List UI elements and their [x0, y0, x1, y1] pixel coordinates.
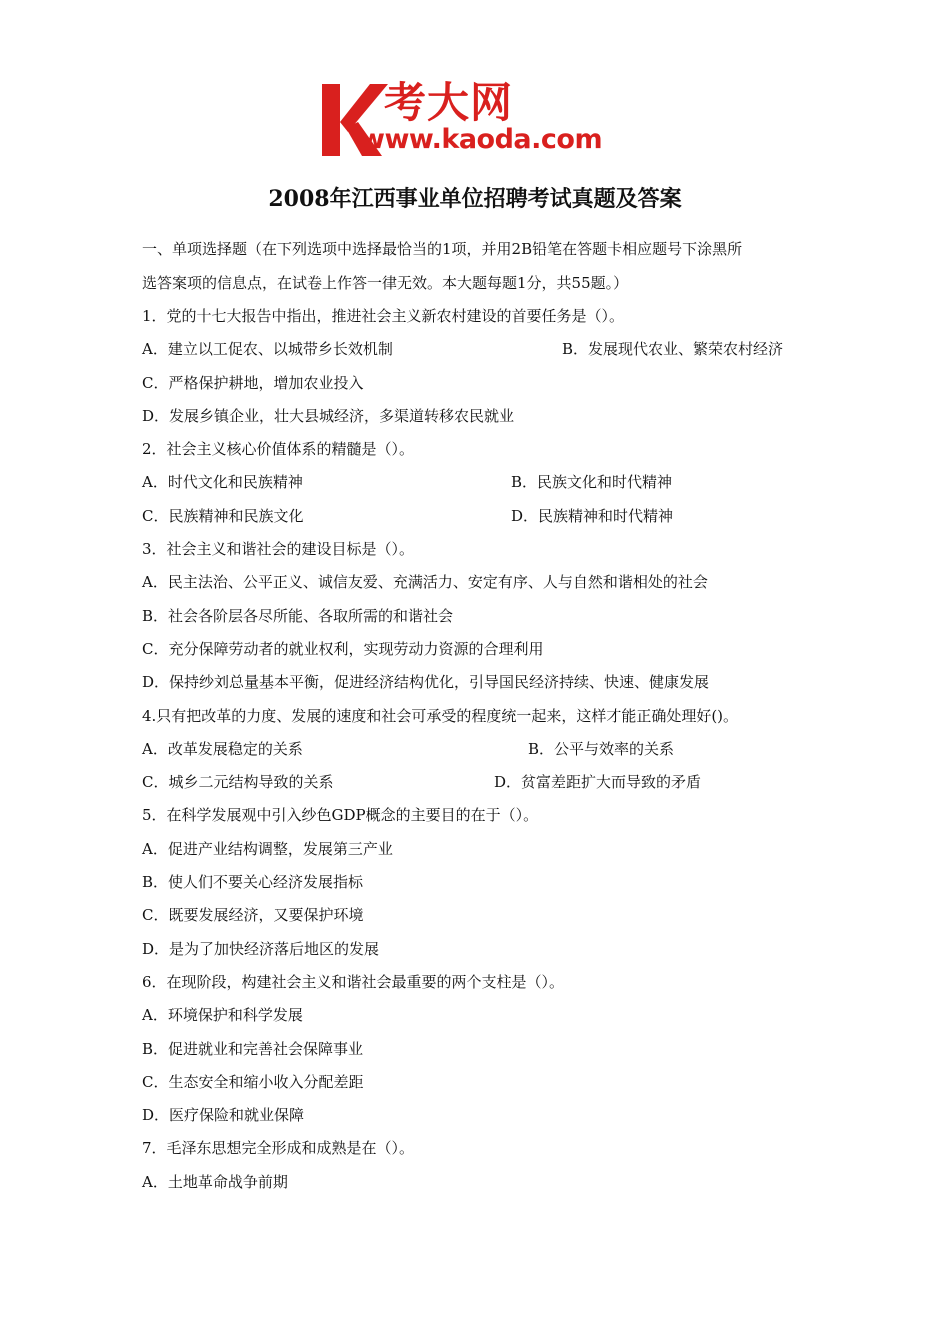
option-a: A．土地革命战争前期 — [142, 1172, 288, 1191]
option-d: D．保持纱刘总量基本平衡，促进经济结构优化，引导国民经济持续、快速、健康发展 — [142, 673, 710, 692]
option-b: B．社会各阶层各尽所能、各取所需的和谐社会 — [142, 606, 454, 625]
question-stem: 2．社会主义核心价值体系的精髓是（）。 — [142, 440, 415, 459]
option-row — [142, 766, 822, 799]
option-d: D．民族精神和时代精神 — [511, 506, 674, 525]
option-c: C．既要发展经济，又要保护环境 — [142, 906, 364, 925]
question-stem: 1．党的十七大报告中指出，推进社会主义新农村建设的首要任务是（）。 — [142, 307, 625, 325]
option-b: B．促进就业和完善社会保障事业 — [142, 1039, 364, 1058]
option-c: C．民族精神和民族文化 — [142, 506, 304, 525]
option-row — [142, 466, 822, 499]
option-c: C．城乡二元结构导致的关系 — [142, 773, 334, 792]
option-b: B．发展现代农业、繁荣农村经济 — [562, 340, 784, 359]
option-row — [142, 333, 822, 366]
option-a: A．改革发展稳定的关系 — [142, 739, 303, 758]
question-stem: 6．在现阶段，构建社会主义和谐社会最重要的两个支柱是（）。 — [142, 972, 565, 991]
option-d: D．贫富差距扩大而导致的矛盾 — [494, 773, 702, 792]
option-a: A．建立以工促农、以城带乡长效机制 — [142, 340, 393, 359]
option-b: B．公平与效率的关系 — [528, 739, 675, 758]
option-c: C．充分保障劳动者的就业权利，实现劳动力资源的合理利用 — [142, 639, 544, 658]
section-heading-line-1: 一、单项选择题（在下列选项中选择最恰当的1项，并用2B铅笔在答题卡相应题号下涂黑所 — [142, 240, 743, 258]
exam-content — [142, 232, 822, 1199]
option-a: A．环境保护和科学发展 — [142, 1006, 303, 1025]
section-heading-line-2: 选答案项的信息点，在试卷上作答一律无效。本大题每题1分，共55题。） — [142, 274, 629, 292]
logo-brand-url: www.kaoda.com — [360, 124, 603, 155]
option-a: A．民主法治、公平正义、诚信友爱、充满活力、安定有序、人与自然和谐相处的社会 — [142, 573, 708, 592]
kaoda-logo[interactable] — [318, 78, 640, 160]
option-a: A．促进产业结构调整，发展第三产业 — [142, 839, 393, 858]
option-d: D．医疗保险和就业保障 — [142, 1106, 305, 1125]
question-stem: 3．社会主义和谐社会的建设目标是（）。 — [142, 540, 415, 559]
option-d: D．是为了加快经济落后地区的发展 — [142, 939, 380, 958]
option-row — [142, 733, 822, 766]
option-row — [142, 500, 822, 533]
option-d: D．发展乡镇企业，壮大县城经济，多渠道转移农民就业 — [142, 406, 515, 425]
option-b: B．民族文化和时代精神 — [511, 473, 673, 492]
logo-brand-name: 考大网 — [384, 78, 514, 127]
question-stem: 5．在科学发展观中引入纱色GDP概念的主要目的在于（）。 — [142, 806, 539, 825]
option-c: C．严格保护耕地，增加农业投入 — [142, 373, 364, 392]
option-c: C．生态安全和缩小收入分配差距 — [142, 1072, 364, 1091]
question-stem: 7．毛泽东思想完全形成和成熟是在（）。 — [142, 1139, 415, 1158]
option-a: A．时代文化和民族精神 — [142, 473, 303, 492]
question-stem: 4.只有把改革的力度、发展的速度和社会可承受的程度统一起来，这样才能正确处理好()。 — [142, 706, 739, 725]
option-b: B．使人们不要关心经济发展指标 — [142, 873, 364, 892]
document-title: 2008年江西事业单位招聘考试真题及答案 — [268, 186, 682, 212]
